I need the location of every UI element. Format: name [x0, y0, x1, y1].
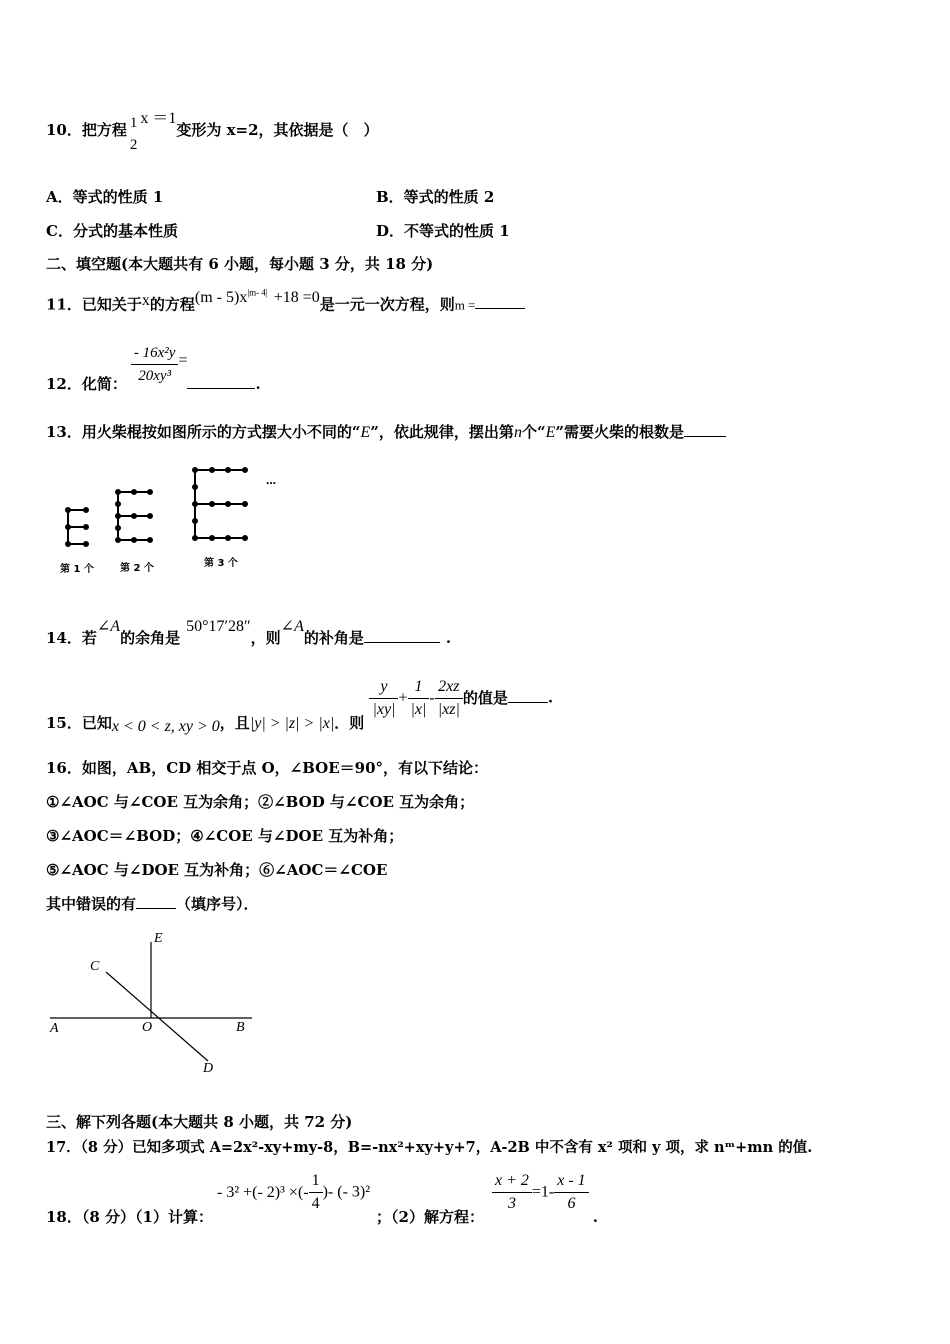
- q14-angle: ∠A: [96, 618, 121, 635]
- q18-expr-a: - 3² +(- 2)³ ×(-: [216, 1183, 309, 1201]
- q15-term-1: [369, 676, 398, 721]
- label-d: D: [203, 1061, 214, 1076]
- q14-angle2: ∠A: [280, 618, 304, 635]
- q12-fraction: [131, 342, 179, 387]
- q11-m: m =: [454, 297, 476, 313]
- q14-value: 50°17′28″: [186, 618, 251, 635]
- label-e: E: [154, 931, 163, 946]
- q18-mid: =1-: [531, 1183, 555, 1201]
- q18-r-num: x - 1: [554, 1170, 588, 1193]
- q15-label: 15．已知: [46, 713, 112, 732]
- q14-tail: 的补角是: [303, 629, 364, 647]
- q15-t3-num: 2xz: [435, 676, 463, 699]
- q11-mid: 的方程: [149, 295, 195, 314]
- q13-answer-blank[interactable]: [684, 436, 726, 437]
- q12-answer-blank[interactable]: [187, 388, 255, 389]
- q10-expression: x ＝1: [140, 110, 177, 127]
- section-2-title: 二、填空题(本大题共有 6 小题，每小题 3 分，共 18 分): [46, 255, 434, 273]
- q15-term-3: [435, 676, 463, 721]
- q16-answer-blank[interactable]: [136, 908, 176, 909]
- q11-expr2: +18 =0: [273, 289, 320, 307]
- q10-option-a: A．等式的性质 1: [46, 188, 164, 206]
- q18-end: .: [592, 1207, 598, 1226]
- fig-ellipsis: …: [266, 476, 276, 487]
- fig-label-3: 第 3 个: [204, 558, 238, 569]
- q18-label: 18．（8 分）（1）计算：: [46, 1207, 213, 1226]
- label-b: B: [236, 1020, 245, 1035]
- q18-frac-num: 1: [309, 1170, 323, 1193]
- question-15: [46, 676, 554, 735]
- q15-t2-den: |x|: [410, 701, 427, 718]
- label-c: C: [90, 959, 100, 974]
- question-11: [46, 290, 525, 315]
- q14-end: .: [445, 629, 452, 647]
- q13-text-a: 13．用火柴棍按如图所示的方式摆大小不同的“: [46, 423, 361, 441]
- q11-label: 11．已知关于: [46, 295, 142, 314]
- q15-term-2: [408, 676, 430, 721]
- q18-l-num: x + 2: [492, 1170, 532, 1193]
- q11-tail: 是一元一次方程，则: [319, 295, 455, 314]
- q18-sep: ；（2）解方程：: [376, 1207, 484, 1226]
- q15-mid2: ．则: [334, 713, 365, 732]
- matchstick-e-3: [193, 468, 247, 540]
- fig-label-2: 第 2 个: [120, 563, 154, 574]
- q13-n: n: [513, 424, 522, 441]
- q18-r-den: 6: [567, 1195, 576, 1212]
- q15-condition: x < 0 < z, xy > 0: [111, 717, 220, 735]
- q16-ask-text: 其中错误的有: [46, 895, 137, 913]
- q12-label: 12．化简：: [46, 374, 127, 393]
- q14-mid: 的余角是: [120, 629, 181, 647]
- angle-figure: [40, 926, 270, 1081]
- question-13: [46, 422, 726, 443]
- q15-condition2: |y| > |z| > |x|: [249, 714, 335, 732]
- question-10: [46, 112, 379, 156]
- q15-end: .: [547, 688, 554, 707]
- label-o: O: [142, 1020, 153, 1035]
- matchstick-e-2: [116, 490, 152, 542]
- q18-left-fraction: [492, 1170, 532, 1215]
- q15-tail: 的值是: [462, 688, 508, 707]
- q15-answer-blank[interactable]: [508, 702, 548, 703]
- q11-exponent: |m- 4|: [247, 288, 268, 298]
- q18-frac-den: 4: [311, 1195, 320, 1212]
- q16-ask: [46, 894, 259, 914]
- q12-eq: =: [178, 351, 188, 369]
- q11-equation: [195, 289, 320, 306]
- line-cd: [106, 972, 208, 1061]
- question-18: [46, 1170, 598, 1226]
- q10-option-d: D．不等式的性质 1: [376, 222, 510, 240]
- q12-denominator: 20xy³: [138, 368, 172, 384]
- section-3-title: 三、解下列各题(本大题共 8 小题，共 72 分): [46, 1113, 353, 1131]
- q18-right-fraction: [554, 1170, 588, 1215]
- q16-line-1: 16．如图，AB，CD 相交于点 O，∠BOE＝90°，有以下结论：: [46, 759, 489, 777]
- q15-mid: ，且: [219, 713, 250, 732]
- fig-label-1: 第 1 个: [60, 564, 94, 575]
- q14-label: 14．若: [46, 629, 97, 647]
- q10-text: 变形为 x=2，其依据是（ ）: [176, 121, 379, 139]
- q10-option-c: C．分式的基本性质: [46, 222, 178, 240]
- question-14: [46, 620, 451, 660]
- q16-ask-tail: （填序号）．: [176, 895, 259, 913]
- q11-expr: (m - 5)x: [194, 289, 248, 307]
- q12-tail: .: [255, 374, 261, 393]
- q18-fraction: [309, 1170, 323, 1215]
- q13-text-d: ”需要火柴的根数是: [555, 423, 684, 441]
- q12-numerator: - 16x²y: [131, 342, 179, 365]
- q18-expr-b: )- (- 3)²: [322, 1183, 371, 1201]
- label-a: A: [50, 1021, 59, 1036]
- q18-l-den: 3: [507, 1195, 516, 1212]
- q15-plus: +: [398, 689, 408, 707]
- q13-text-b: ”，依此规律，摆出第: [370, 423, 514, 441]
- q15-t3-den: |xz|: [437, 701, 460, 718]
- q15-t1-num: y: [369, 676, 398, 699]
- q10-option-b: B．等式的性质 2: [376, 188, 495, 206]
- q15-t2-num: 1: [408, 676, 430, 699]
- q15-t1-den: |xy|: [372, 701, 396, 718]
- q10-label: 10．把方程: [46, 121, 127, 139]
- q13-e: E: [360, 424, 371, 441]
- question-12: [46, 342, 261, 393]
- question-17: 17．（8 分）已知多项式 A=2x²-xy+my-8，B=-nx²+xy+y+7，A-2B 中不含有 x² 项和 y 项，求 nᵐ+mn 的值.: [46, 1139, 813, 1156]
- q13-text-c: 个“: [521, 423, 546, 441]
- q16-line-4: ⑤∠AOC 与∠DOE 互为补角；⑥∠AOC＝∠COE: [46, 861, 388, 879]
- q16-line-3: ③∠AOC＝∠BOD；④∠COE 与∠DOE 互为补角；: [46, 827, 404, 845]
- q16-line-2: ①∠AOC 与∠COE 互为余角；②∠BOD 与∠COE 互为余角；: [46, 793, 475, 811]
- q14-mid2: ，则: [250, 629, 281, 647]
- matchstick-e-1: [66, 508, 88, 546]
- q14-answer-blank[interactable]: [364, 642, 440, 643]
- q13-e2: E: [545, 424, 556, 441]
- q10-fraction: 1 2: [129, 115, 138, 153]
- q15-minus: -: [429, 689, 435, 707]
- q11-var: x: [141, 292, 150, 310]
- q11-answer-blank[interactable]: [475, 308, 525, 309]
